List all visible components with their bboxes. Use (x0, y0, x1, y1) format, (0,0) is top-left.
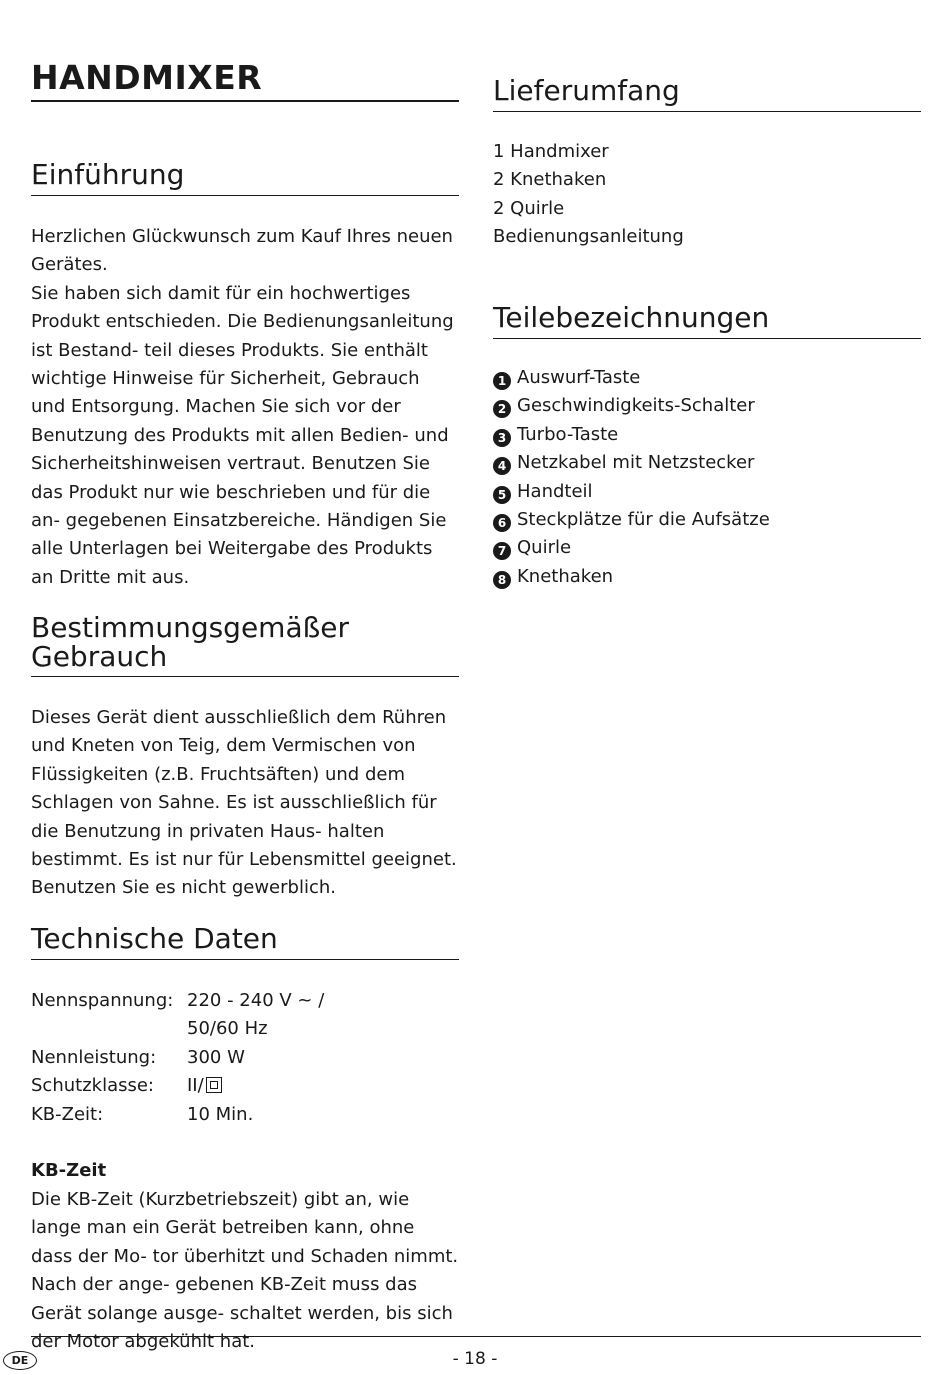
number-badge: 1 (493, 372, 511, 390)
intended-use-heading (31, 613, 459, 677)
list-item (493, 449, 921, 477)
list-item: 2 Knethaken (493, 169, 607, 191)
list-item: Bedienungsanleitung (493, 226, 684, 248)
list-item (493, 364, 921, 392)
intended-use-heading-line1: Bestimmungsgemäßer (31, 611, 349, 644)
spec-table (31, 987, 387, 1129)
intro-heading: Einführung (31, 160, 459, 196)
spec-value-line1: 220 - 240 V ~ / (187, 990, 325, 1011)
spec-value (187, 1072, 387, 1100)
part-label: Auswurf-Taste (517, 367, 641, 388)
spec-row-protection (31, 1072, 387, 1100)
spec-value-line2: 50/60 Hz (187, 1018, 268, 1040)
intro-paragraph: Herzlichen Glückwunsch zum Kauf Ihres neuen Gerätes. Sie haben sich damit für ein hochwertiges Produkt entschieden. Die Bedienungsanleitung ist Bestand- teil dieses Produkts. Sie enthält wichtige Hinweise für Sicherheit, Gebrauch und Entsorgung. Machen Sie sich vor der Benutzung des Produkts mit allen Bedien- und Sicherheitshinweisen vertraut. Benutzen Sie das Produkt nur wie beschrieben und für die an- gegebenen Einsatzbereiche. Händigen Sie alle Unterlagen bei Weitergabe des Produkts an Dritte mit aus. (31, 226, 454, 588)
page-title: HANDMIXER (31, 58, 459, 102)
list-item (493, 478, 921, 506)
part-label: Handteil (517, 480, 593, 502)
spec-value: 300 W (187, 1046, 245, 1068)
number-badge: 8 (493, 571, 511, 589)
intended-use-heading-line2: Gebrauch (31, 640, 168, 673)
spec-value-text: II/ (187, 1075, 204, 1097)
spec-row-kb (31, 1101, 387, 1129)
list-item (493, 392, 921, 420)
footer-divider (31, 1336, 921, 1337)
spec-label: Nennleistung: (31, 1046, 157, 1068)
spec-row-voltage (31, 987, 387, 1044)
number-badge: 4 (493, 457, 511, 475)
spec-label: KB-Zeit: (31, 1103, 104, 1125)
kb-heading: KB-Zeit (31, 1160, 107, 1181)
list-item: 2 Quirle (493, 197, 565, 219)
part-label: Steckplätze für die Aufsätze (517, 509, 770, 531)
technical-heading: Technische Daten (31, 924, 459, 960)
list-item: 1 Handmixer (493, 141, 609, 162)
spec-label: Nennspannung: (31, 990, 174, 1011)
parts-list (493, 364, 921, 591)
spec-label: Schutzklasse: (31, 1075, 154, 1097)
intro-text (31, 223, 459, 592)
part-label: Turbo-Taste (517, 423, 619, 445)
parts-heading: Teilebezeichnungen (493, 303, 921, 339)
part-label: Netzkabel mit Netzstecker (517, 452, 755, 474)
number-badge: 7 (493, 542, 511, 560)
part-label: Knethaken (517, 565, 614, 587)
part-label: Quirle (517, 537, 572, 559)
delivery-heading: Lieferumfang (493, 76, 921, 112)
delivery-list (493, 138, 921, 252)
protection-class-ii-icon (206, 1077, 222, 1093)
number-badge: 3 (493, 429, 511, 447)
spec-value (187, 987, 387, 1044)
part-label: Geschwindigkeits-Schalter (517, 395, 755, 417)
intended-use-text: Dieses Gerät dient ausschließlich dem Rühren und Kneten von Teig, dem Vermischen von Flüssigkeiten (z.B. Fruchtsäften) und dem Schlagen von Sahne. Es ist ausschließlich für die Benutzung in privaten Haus- halten bestimmt. Es ist nur für Lebensmittel geeignet. Benutzen Sie es nicht gewerblich. (31, 707, 457, 899)
spec-value: 10 Min. (187, 1103, 254, 1125)
language-badge: DE (3, 1351, 37, 1370)
number-badge: 2 (493, 400, 511, 418)
spec-row-power (31, 1044, 387, 1072)
list-item (493, 534, 921, 562)
number-badge: 5 (493, 486, 511, 504)
page-number: - 18 - (452, 1349, 498, 1369)
list-item (493, 421, 921, 449)
list-item (493, 506, 921, 534)
kb-text: Die KB-Zeit (Kurzbetriebszeit) gibt an, wie lange man ein Gerät betreiben kann, ohne dass der Mo- tor überhitzt und Schaden nimmt. Nach der ange- gebenen KB-Zeit muss das Gerät solange ausge- schaltet werden, bis sich der Motor abgekühlt hat. (31, 1189, 459, 1353)
list-item (493, 563, 921, 591)
number-badge: 6 (493, 514, 511, 532)
